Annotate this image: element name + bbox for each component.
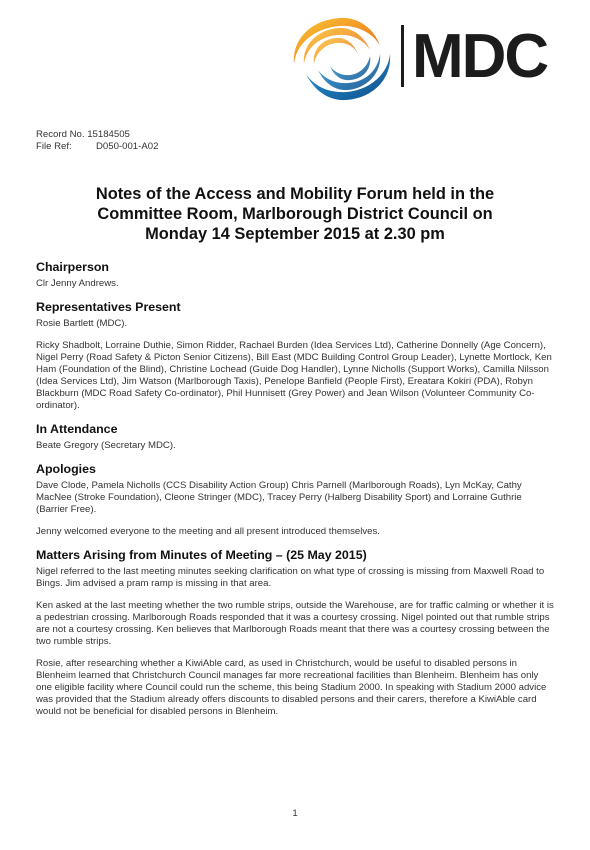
document-body [36, 260, 556, 718]
record-number-label: Record No. [36, 129, 85, 140]
representatives-heading: Representatives Present [36, 300, 181, 314]
logo-divider [401, 25, 404, 87]
matters-text-1: Nigel referred to the last meeting minutes seeking clarification on what type of crossing is missing from Maxwell Road to Bings. Jim advised a pram ramp is missing in that area. [36, 566, 545, 589]
record-number-value: 15184505 [87, 129, 130, 140]
record-number-row [36, 129, 158, 141]
apologies-text: Dave Clode, Pamela Nicholls (CCS Disability Action Group) Chris Parnell (Marlborough Roads), Lyn McKay, Cathy MacNee (Stroke Foundation), Cleone Stringer (MDC), Tracey Perry (Halberg Disability Sport) and Lorraine Guthrie (Barrier Free). [36, 480, 522, 515]
apologies-heading: Apologies [36, 462, 96, 476]
attendance-heading: In Attendance [36, 422, 118, 436]
representatives-text-2: Ricky Shadbolt, Lorraine Duthie, Simon Ridder, Rachael Burden (Idea Services Ltd), Catherine Donnelly (Age Concern), Nigel Perry (Road Safety & Picton Senior Citizens), Bill East (MDC Building Control Group Leader), Lynette Mortlock, Ken Ham (Foundation of the Blind), Christine Lochead (Guide Dog Handler), Lynne Nicholls (Support Works), Camilla Nilsson (Idea Services Ltd), Jim Watson (Marlborough Taxis), Penelope Banfield (People First), Ereatara Kokiri (PDA), Robyn Blackburn (MDC Road Safety Co-ordinator), Phil Hunnisett (Grey Power) and Jean Wilson (Volunteer Community Co-ordinator). [36, 340, 552, 411]
chairperson-text: Clr Jenny Andrews. [36, 278, 119, 289]
title-line-2: Committee Room, Marlborough District Council on [97, 205, 493, 223]
mdc-logo [288, 14, 548, 104]
file-ref-label: File Ref: [36, 141, 72, 152]
representatives-text-1: Rosie Bartlett (MDC). [36, 318, 128, 329]
matters-text-3: Rosie, after researching whether a KiwiAble card, as used in Christchurch, would be useful to disabled persons in Blenheim learned that Christchurch Council manages far more recreational facilities than Blenheim. Blenheim has only one eligible facility where Council could run the scheme, this being Stadium 2000. In speaking with Stadium 2000 advice was provided that the Stadium already offers discounts to disabled persons and their carers, therefore a KiwiAble card would not be beneficial for disabled persons in Blenheim. [36, 658, 547, 717]
chairperson-heading: Chairperson [36, 260, 109, 274]
document-title [40, 184, 550, 244]
file-ref-value: D050-001-A02 [96, 141, 159, 152]
matters-arising-heading: Matters Arising from Minutes of Meeting – (25 May 2015) [36, 548, 367, 562]
record-meta [36, 129, 158, 153]
logo-swirl-icon [288, 14, 398, 104]
title-line-3: Monday 14 September 2015 at 2.30 pm [145, 225, 445, 243]
title-line-1: Notes of the Access and Mobility Forum held in the [95, 185, 495, 203]
welcome-text: Jenny welcomed everyone to the meeting and all present introduced themselves. [36, 526, 380, 537]
attendance-text: Beate Gregory (Secretary MDC). [36, 440, 176, 451]
file-ref-row [36, 141, 158, 153]
logo-text: MDC [412, 22, 548, 91]
page-number: 1 [292, 808, 298, 819]
matters-text-2: Ken asked at the last meeting whether the two rumble strips, outside the Warehouse, are for traffic calming or whether it is a pedestrian crossing. Marlborough Roads responded that it was a courtesy crossing. Nigel pointed out that rumble strips are not a courtesy crossing. Ken believes that Marlborough Roads meant that there was a courtesy crossing between the two rumble strips. [36, 600, 554, 647]
